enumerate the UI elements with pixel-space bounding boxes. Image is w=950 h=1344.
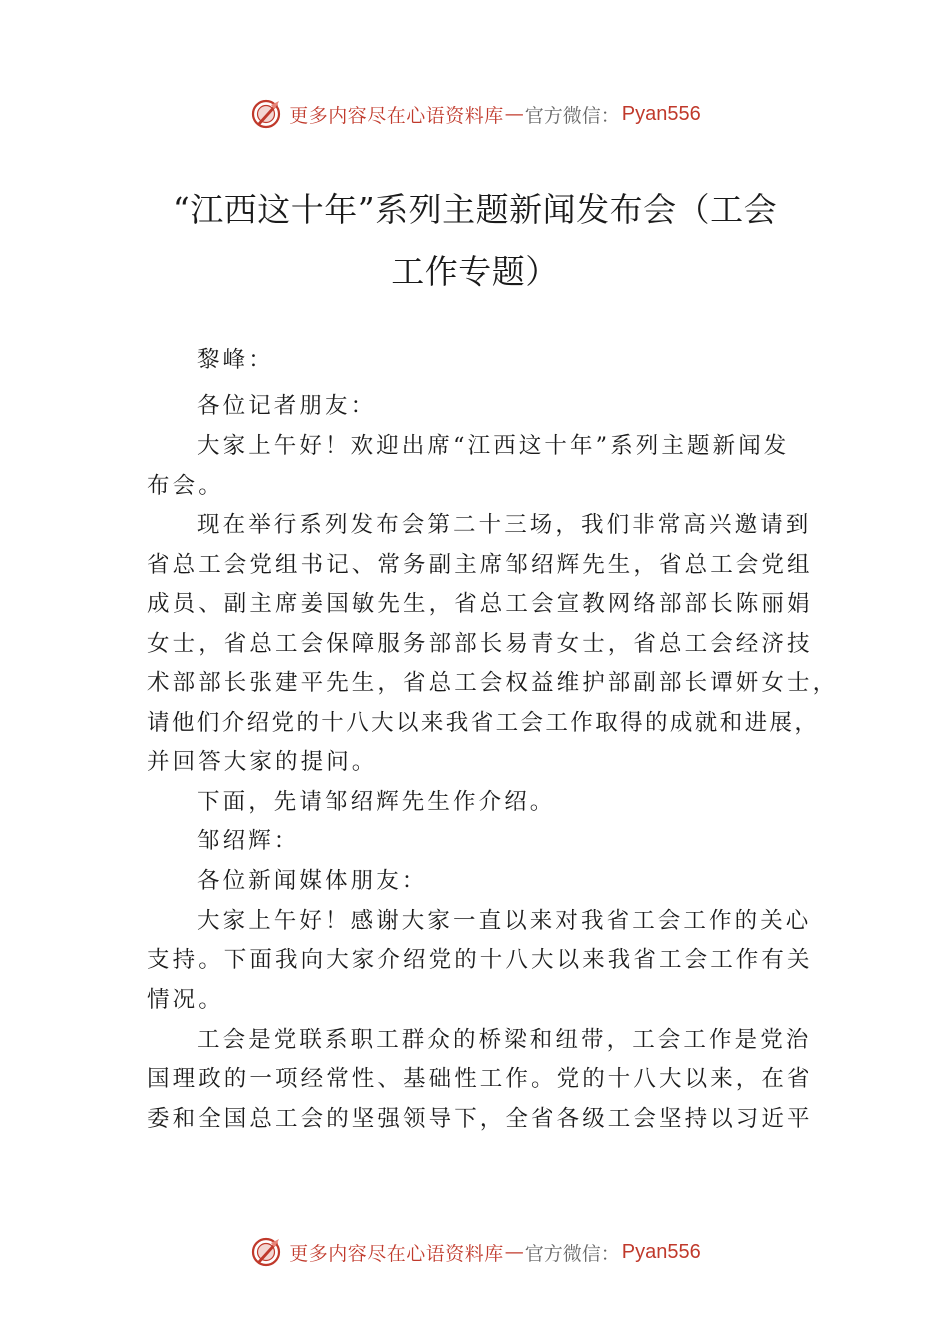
paragraph-line: 支持。下面我向大家介绍党的十八大以来我省工会工作有关 bbox=[147, 947, 813, 973]
paragraph-line: 布会。 bbox=[147, 473, 224, 499]
banner-wechat-id: Pyan556 bbox=[621, 102, 701, 125]
paragraph-line: 大家上午好！感谢大家一直以来对我省工会工作的关心 bbox=[197, 908, 812, 934]
header-banner bbox=[0, 94, 950, 134]
footer-banner bbox=[0, 1232, 950, 1272]
paragraph-line: 下面，先请邹绍辉先生作介绍。 bbox=[197, 789, 556, 815]
banner-text: 更多内容尽在心语资料库 bbox=[289, 104, 504, 127]
paragraph-line: 请他们介绍党的十八大以来我省工会工作取得的成就和进展， bbox=[147, 710, 820, 736]
banner-text: 更多内容尽在心语资料库 bbox=[289, 1242, 504, 1265]
document-title-line-2: 工作专题） bbox=[391, 252, 559, 291]
banner-wechat-label: 官方微信： bbox=[524, 1242, 620, 1265]
banner-dash: — bbox=[504, 1241, 524, 1263]
speaker-name: 邹绍辉： bbox=[197, 828, 300, 854]
paragraph-line: 工会是党联系职工群众的桥梁和纽带，工会工作是党治 bbox=[197, 1027, 812, 1053]
paragraph-line: 成员、副主席姜国敏先生，省总工会宣教网络部部长陈丽娟 bbox=[147, 591, 813, 617]
paragraph-line: 现在举行系列发布会第二十三场，我们非常高兴邀请到 bbox=[197, 512, 812, 538]
paragraph-line: 国理政的一项经常性、基础性工作。党的十八大以来，在省 bbox=[147, 1066, 813, 1092]
document-title-line-1: “江西这十年”系列主题新闻发布会（工会 bbox=[172, 190, 778, 229]
quill-pen-seal-icon bbox=[249, 97, 283, 131]
paragraph-line: 委和全国总工会的坚强领导下，全省各级工会坚持以习近平 bbox=[147, 1106, 813, 1132]
paragraph-line: 大家上午好！欢迎出席“江西这十年”系列主题新闻发 bbox=[197, 433, 790, 459]
quill-pen-seal-icon bbox=[249, 1235, 283, 1269]
paragraph-line: 省总工会党组书记、常务副主席邹绍辉先生，省总工会党组 bbox=[147, 552, 813, 578]
banner-wechat-id: Pyan556 bbox=[621, 1240, 701, 1263]
banner-dash: — bbox=[504, 103, 524, 125]
paragraph-line: 情况。 bbox=[147, 987, 224, 1013]
banner-wechat-label: 官方微信： bbox=[524, 104, 620, 127]
paragraph-line: 术部部长张建平先生，省总工会权益维护部副部长谭妍女士， bbox=[147, 670, 839, 696]
salutation: 各位记者朋友： bbox=[197, 393, 377, 419]
paragraph-line: 女士，省总工会保障服务部部长易青女士，省总工会经济技 bbox=[147, 631, 813, 657]
paragraph-line: 并回答大家的提问。 bbox=[147, 749, 378, 775]
salutation: 各位新闻媒体朋友： bbox=[197, 868, 428, 894]
speaker-name: 黎峰： bbox=[197, 347, 274, 373]
